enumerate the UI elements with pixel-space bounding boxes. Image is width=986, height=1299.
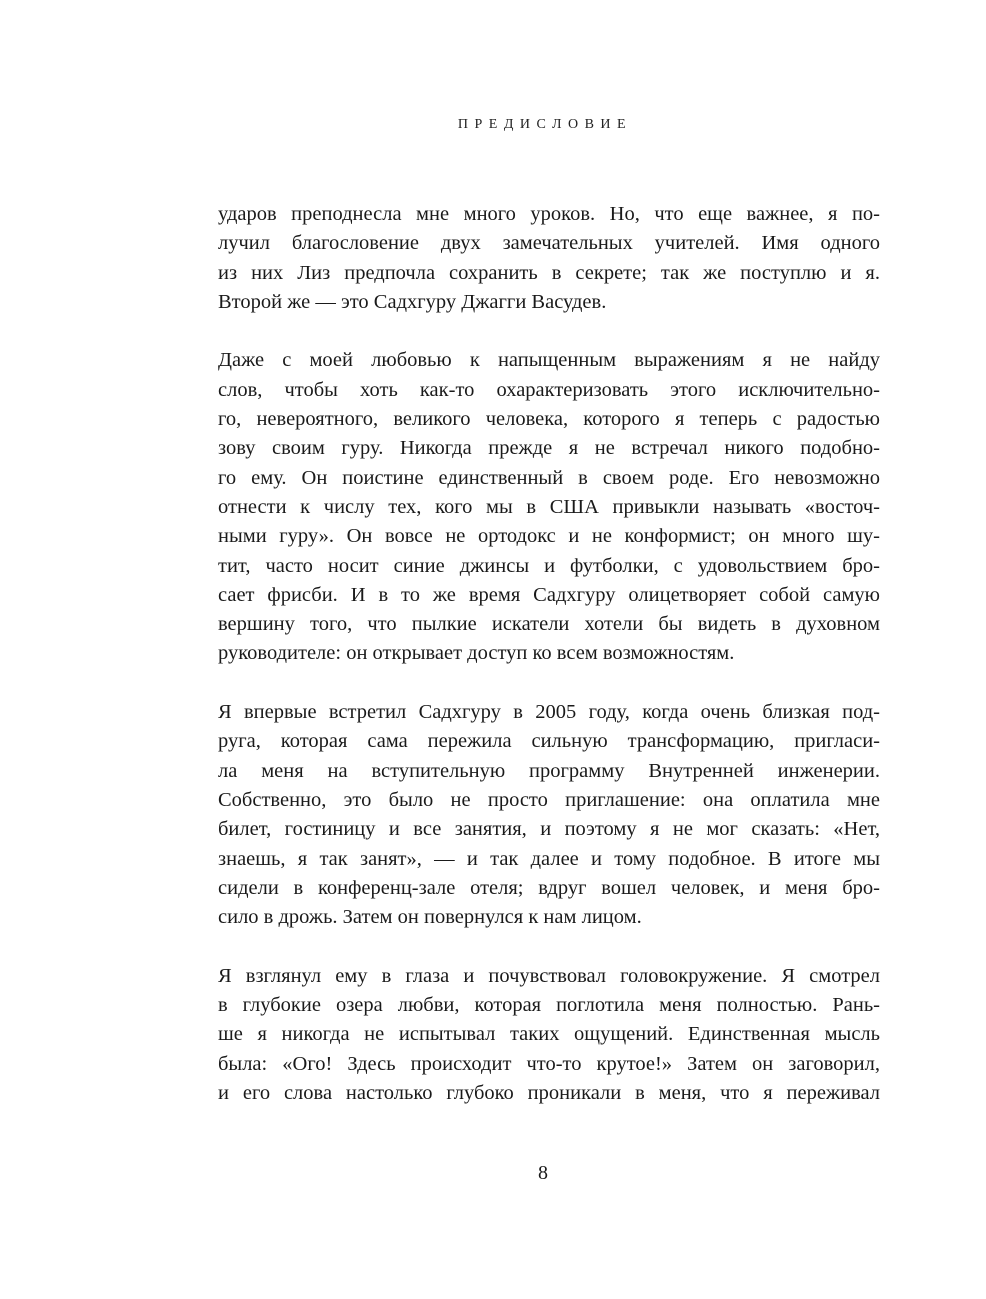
text-line: Собственно, это было не просто приглашение: она оплатила мне — [218, 788, 880, 811]
paragraph — [218, 962, 880, 1108]
text-line: вершину того, что пылкие искатели хотели бы видеть в духовном — [218, 613, 880, 636]
text-line: сает фрисби. И в то же время Садхгуру олицетворяет собой самую — [218, 583, 880, 606]
text-line: тит, часто носит синие джинсы и футболки, с удовольствием бро- — [218, 554, 880, 577]
text-line: ными гуру». Он вовсе не ортодокс и не конформист; он много шу- — [218, 525, 880, 548]
text-line: ше я никогда не испытывал таких ощущений. Единственная мысль — [218, 1023, 880, 1046]
paragraph — [218, 200, 880, 317]
text-line: Я впервые встретил Садхгуру в 2005 году, когда очень близкая под- — [218, 701, 880, 724]
text-line: знаешь, я так занят», — и так далее и тому подобное. В итоге мы — [218, 847, 880, 870]
running-head: ПРЕДИСЛОВИЕ — [457, 117, 633, 132]
text-line: билет, гостиницу и все занятия, и поэтому я не мог сказать: «Нет, — [218, 818, 880, 841]
text-line: в глубокие озера любви, которая поглотила меня полностью. Рань- — [218, 994, 880, 1017]
text-line: зову своим гуру. Никогда прежде я не встречал никого подобно- — [218, 437, 880, 460]
text-line: лучил благословение двух замечательных учителей. Имя одного — [218, 232, 880, 255]
text-line: руководителе: он открывает доступ ко всем возможностям. — [218, 642, 735, 665]
page-number: 8 — [538, 1162, 548, 1184]
text-line: ударов преподнесла мне много уроков. Но, что еще важнее, я по- — [218, 203, 880, 225]
text-line: и его слова настолько глубоко проникали в меня, что я переживал — [218, 1081, 880, 1104]
text-line: ла меня на вступительную программу Внутренней инженерии. — [218, 759, 880, 782]
text-line: Даже с моей любовью к напыщенным выражениям я не найду — [218, 349, 880, 372]
text-line: го ему. Он поистине единственный в своем роде. Его невозможно — [218, 466, 880, 489]
text-line: сидели в конференц-зале отеля; вдруг вошел человек, и меня бро- — [218, 876, 880, 899]
text-line: отнести к числу тех, кого мы в США привыкли называть «восточ- — [218, 495, 880, 518]
text-line: слов, чтобы хоть как-то охарактеризовать этого исключительно- — [218, 378, 880, 401]
text-line: Второй же — это Садхгуру Джагги Васудев. — [218, 290, 607, 313]
body-text — [218, 200, 880, 1138]
text-line: го, невероятного, великого человека, которого я теперь с радостью — [218, 408, 880, 431]
text-line: Я взглянул ему в глаза и почувствовал головокружение. Я смотрел — [218, 964, 880, 987]
text-line: была: «Ого! Здесь происходит что-то крутое!» Затем он заговорил, — [218, 1052, 880, 1075]
text-line: руга, которая сама пережила сильную трансформацию, пригласи- — [218, 730, 880, 753]
text-line: из них Лиз предпочла сохранить в секрете; так же поступлю и я. — [218, 261, 880, 284]
text-line: сило в дрожь. Затем он повернулся к нам лицом. — [218, 906, 642, 929]
paragraph — [218, 698, 880, 932]
paragraph — [218, 346, 880, 668]
